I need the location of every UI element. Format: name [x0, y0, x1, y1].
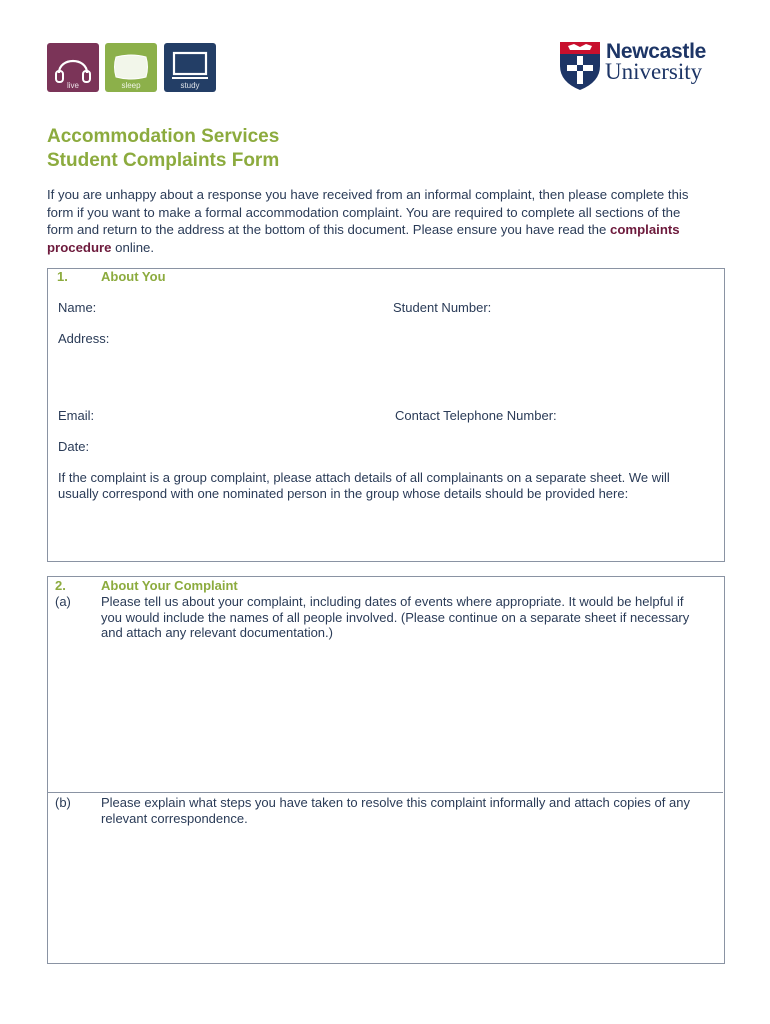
section1-heading: About You	[101, 269, 166, 284]
intro-text: If you are unhappy about a response you have received from an informal complaint, then please complete this form if you want to make a formal accommodation complaint. You are required to complete all sections of the form and return to the address at the bottom of this document. Please ensure you have read the	[47, 187, 689, 237]
study-label: study	[180, 81, 200, 90]
student-number-label: Student Number:	[393, 300, 492, 315]
date-label: Date:	[58, 439, 90, 454]
sleep-tile	[105, 43, 157, 92]
page-subtitle: Student Complaints Form	[47, 150, 280, 171]
section2-heading: About Your Complaint	[101, 578, 238, 593]
address-label: Address:	[58, 331, 110, 346]
study-tile	[164, 43, 216, 92]
about-you-section	[47, 268, 725, 562]
name-label: Name:	[58, 300, 97, 315]
part-b-label: (b)	[55, 795, 71, 810]
email-label: Email:	[58, 408, 95, 423]
group-complaint-note: If the complaint is a group complaint, please attach details of all complainants on a separate sheet. We will usually correspond with one nominated person in the group whose details should be provided here:	[58, 470, 670, 501]
live-tile	[47, 43, 99, 92]
sleep-label: sleep	[121, 81, 141, 90]
logo-line2: University	[605, 59, 703, 84]
part-a-text: Please tell us about your complaint, including dates of events where appropriate. It would be helpful if you would include the names of all people involved. (Please continue on a separate sheet if necessary and attach any relevant documentation.)	[101, 594, 690, 640]
section1-number: 1.	[57, 269, 68, 284]
contact-telephone-label: Contact Telephone Number:	[395, 408, 557, 423]
part-a-label: (a)	[55, 594, 71, 609]
section2-number: 2.	[55, 578, 66, 593]
page-title: Accommodation Services	[47, 126, 280, 147]
section2-divider	[47, 792, 723, 793]
intro-paragraph	[47, 186, 707, 256]
complaints-procedure-link[interactable]: complaints procedure	[47, 222, 680, 255]
intro-text-end: online.	[111, 239, 155, 255]
part-b-text: Please explain what steps you have taken to resolve this complaint informally and attach copies of any relevant correspondence.	[101, 795, 690, 826]
university-crest-icon	[558, 40, 602, 92]
newcastle-university-logo	[558, 40, 718, 94]
logo-line1: Newcastle	[606, 40, 707, 63]
live-label: live	[66, 81, 79, 90]
